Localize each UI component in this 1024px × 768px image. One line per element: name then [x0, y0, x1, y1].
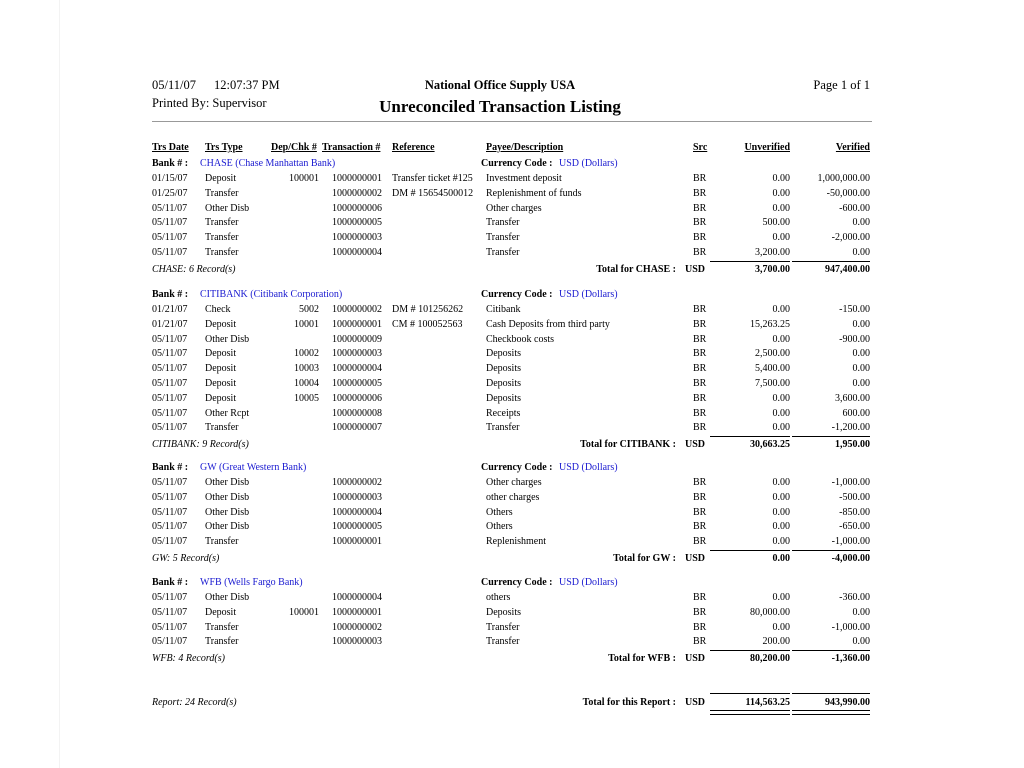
transaction-row[interactable]: [152, 592, 872, 607]
verified-amount: 1,000,000.00: [817, 173, 870, 184]
source: BR: [693, 636, 707, 648]
transaction-number: 1000000006: [332, 202, 382, 214]
source: BR: [693, 363, 707, 375]
col-payee: Payee/Description: [486, 142, 564, 153]
trs-date: 05/11/07: [152, 606, 188, 618]
bank-record-count: CHASE: 6 Record(s): [152, 263, 236, 275]
reference: Transfer ticket #125: [392, 173, 473, 184]
verified-amount: -900.00: [839, 333, 870, 345]
payee-description: Deposits: [486, 348, 521, 360]
subtotal-rule-verified: [792, 550, 870, 551]
trs-date: 05/11/07: [152, 521, 188, 533]
col-transaction: Transaction #: [322, 142, 381, 153]
trs-type: Deposit: [205, 606, 237, 618]
bank-label: Bank # :: [152, 158, 189, 169]
transaction-row[interactable]: [152, 622, 872, 637]
printed-by: Printed By: Supervisor: [152, 96, 267, 110]
payee-description: Deposits: [486, 363, 521, 375]
unverified-amount: 0.00: [772, 521, 790, 533]
currency-code[interactable]: USD (Dollars): [559, 462, 618, 473]
transaction-row[interactable]: [152, 636, 872, 651]
payee-description: Replenishment: [486, 536, 546, 548]
verified-amount: -1,000.00: [831, 536, 870, 548]
report-total-verified: 943,990.00: [825, 697, 870, 708]
trs-date: 01/15/07: [152, 173, 188, 184]
bank-total-label: Total for CITIBANK :: [580, 439, 676, 451]
bank-name[interactable]: CITIBANK (Citibank Corporation): [200, 289, 343, 300]
transaction-number: 1000000003: [332, 491, 382, 503]
trs-type: Transfer: [205, 636, 239, 648]
verified-amount: -850.00: [839, 506, 870, 518]
payee-description: Transfer: [486, 621, 520, 633]
unverified-amount: 0.00: [772, 407, 790, 419]
verified-amount: 3,600.00: [835, 392, 870, 404]
subtotal-rule-unverified: [710, 261, 790, 262]
report-title: Unreconciled Transaction Listing: [379, 97, 621, 116]
transaction-row[interactable]: [152, 378, 872, 393]
transaction-row[interactable]: [152, 521, 872, 536]
col-trs-date: Trs Date: [152, 142, 189, 153]
bank-total-currency: USD: [685, 653, 706, 665]
unverified-amount: 0.00: [772, 621, 790, 633]
trs-type: Transfer: [205, 247, 239, 258]
unverified-amount: 7,500.00: [755, 378, 790, 389]
bank-total-unverified: 30,663.25: [750, 439, 790, 451]
source: BR: [693, 422, 707, 434]
verified-amount: 0.00: [852, 378, 870, 389]
bank-total-row: [152, 439, 872, 454]
source: BR: [693, 392, 707, 404]
verified-amount: 0.00: [852, 348, 870, 360]
print-time: 12:07:37 PM: [213, 78, 280, 92]
verified-amount: -1,000.00: [831, 621, 870, 633]
trs-type: Other Disb: [205, 592, 250, 603]
trs-date: 05/11/07: [152, 477, 188, 488]
trs-date: 05/11/07: [152, 202, 188, 214]
unverified-amount: 80,000.00: [750, 606, 790, 618]
unverified-amount: 0.00: [772, 422, 790, 434]
source: BR: [693, 318, 707, 330]
transaction-number: 1000000003: [332, 232, 382, 244]
verified-amount: 0.00: [852, 636, 870, 648]
source: BR: [693, 247, 707, 258]
source: BR: [693, 348, 707, 360]
bank-total-row: [152, 264, 872, 279]
transaction-row[interactable]: [152, 492, 872, 507]
bank-record-count: CITIBANK: 9 Record(s): [152, 439, 249, 451]
unverified-amount: 500.00: [762, 217, 790, 229]
trs-date: 05/11/07: [152, 348, 188, 360]
payee-description: Transfer: [486, 217, 520, 229]
page-number: Page 1 of 1: [813, 78, 870, 92]
transaction-row[interactable]: [152, 217, 872, 232]
transaction-number: 1000000001: [332, 318, 382, 330]
transaction-number: 1000000004: [332, 592, 382, 603]
unverified-amount: 0.00: [772, 491, 790, 503]
bank-total-verified: -1,360.00: [831, 653, 870, 665]
source: BR: [693, 536, 707, 548]
payee-description: Replenishment of funds: [486, 187, 582, 199]
transaction-number: 1000000005: [332, 521, 382, 533]
verified-amount: -360.00: [839, 592, 870, 603]
trs-type: Other Disb: [205, 202, 250, 214]
dep-chk-number: 100001: [289, 173, 319, 184]
payee-description: Deposits: [486, 392, 521, 404]
transaction-number: 1000000006: [332, 392, 382, 404]
unverified-amount: 0.00: [772, 477, 790, 488]
bank-record-count: GW: 5 Record(s): [152, 553, 220, 564]
source: BR: [693, 407, 707, 419]
trs-date: 01/21/07: [152, 304, 188, 315]
trs-date: 05/11/07: [152, 217, 188, 229]
source: BR: [693, 378, 707, 389]
trs-date: 05/11/07: [152, 621, 188, 633]
trs-date: 05/11/07: [152, 363, 188, 375]
payee-description: Transfer: [486, 247, 520, 258]
payee-description: Transfer: [486, 636, 520, 648]
company-name: National Office Supply USA: [424, 78, 576, 92]
bank-label: Bank # :: [152, 577, 189, 588]
bank-total-label: Total for CHASE :: [596, 263, 676, 275]
subtotal-rule-unverified: [710, 550, 790, 551]
payee-description: Deposits: [486, 606, 521, 618]
trs-type: Transfer: [205, 422, 239, 434]
verified-amount: -650.00: [839, 521, 870, 533]
transaction-number: 1000000008: [332, 407, 382, 419]
payee-description: Others: [486, 521, 513, 533]
verified-amount: -1,200.00: [831, 422, 870, 434]
trs-date: 01/21/07: [152, 318, 188, 330]
bank-label: Bank # :: [152, 462, 189, 473]
trs-type: Deposit: [205, 363, 237, 375]
trs-type: Check: [205, 304, 231, 315]
bank-total-unverified: 3,700.00: [755, 263, 790, 275]
trs-type: Transfer: [205, 187, 239, 199]
transaction-number: 1000000002: [332, 304, 382, 315]
verified-amount: 600.00: [842, 407, 870, 419]
trs-date: 05/11/07: [152, 247, 188, 258]
trs-type: Deposit: [205, 378, 237, 389]
transaction-number: 1000000002: [332, 621, 382, 633]
trs-date: 05/11/07: [152, 392, 188, 404]
source: BR: [693, 592, 707, 603]
transaction-row[interactable]: [152, 304, 872, 319]
transaction-row[interactable]: [152, 607, 872, 622]
trs-type: Deposit: [205, 392, 237, 404]
subtotal-rule-verified: [792, 261, 870, 262]
currency-code[interactable]: USD (Dollars): [559, 289, 618, 300]
transaction-row[interactable]: [152, 408, 872, 423]
bank-total-verified: 1,950.00: [835, 439, 870, 451]
transaction-number: 1000000003: [332, 348, 382, 360]
unverified-amount: 0.00: [772, 536, 790, 548]
bank-total-verified: 947,400.00: [825, 263, 870, 275]
source: BR: [693, 232, 707, 244]
payee-description: other charges: [486, 491, 540, 503]
transaction-row[interactable]: [152, 247, 872, 262]
trs-date: 05/11/07: [152, 422, 188, 434]
trs-date: 05/11/07: [152, 378, 188, 389]
transaction-number: 1000000005: [332, 217, 382, 229]
source: BR: [693, 621, 707, 633]
unverified-amount: 15,263.25: [750, 318, 790, 330]
subtotal-rule-unverified: [710, 436, 790, 437]
unverified-amount: 0.00: [772, 592, 790, 603]
verified-amount: 0.00: [852, 217, 870, 229]
bank-total-label: Total for WFB :: [608, 653, 676, 665]
verified-amount: -150.00: [839, 304, 870, 315]
report-total-currency: USD: [685, 697, 706, 708]
subtotal-rule-verified: [792, 436, 870, 437]
trs-type: Other Disb: [205, 477, 250, 488]
transaction-number: 1000000005: [332, 378, 382, 389]
trs-type: Deposit: [205, 318, 237, 330]
trs-type: Other Disb: [205, 506, 250, 518]
transaction-number: 1000000002: [332, 187, 382, 199]
transaction-number: 1000000004: [332, 506, 382, 518]
source: BR: [693, 187, 707, 199]
transaction-number: 1000000001: [332, 536, 382, 548]
trs-type: Transfer: [205, 232, 239, 244]
unverified-amount: 200.00: [762, 636, 790, 648]
bank-label: Bank # :: [152, 289, 189, 300]
trs-type: Other Disb: [205, 491, 250, 503]
transaction-row[interactable]: [152, 232, 872, 247]
payee-description: Receipts: [486, 407, 521, 419]
bank-total-unverified: 0.00: [772, 553, 790, 564]
currency-code-label: Currency Code :: [481, 462, 553, 473]
trs-type: Deposit: [205, 173, 237, 184]
source: BR: [693, 333, 707, 345]
currency-code[interactable]: USD (Dollars): [559, 158, 618, 169]
transaction-row[interactable]: [152, 507, 872, 522]
source: BR: [693, 506, 707, 518]
bank-total-unverified: 80,200.00: [750, 653, 790, 665]
bank-header: [152, 577, 872, 592]
unverified-amount: 0.00: [772, 392, 790, 404]
report-total-rule-unverified: [710, 693, 790, 694]
trs-date: 05/11/07: [152, 232, 188, 244]
transaction-row[interactable]: [152, 363, 872, 378]
currency-code[interactable]: USD (Dollars): [559, 577, 618, 588]
trs-date: 05/11/07: [152, 536, 188, 548]
report-total-label: Total for this Report :: [582, 697, 676, 708]
bank-record-count: WFB: 4 Record(s): [152, 653, 225, 665]
trs-date: 01/25/07: [152, 187, 188, 199]
transaction-row[interactable]: [152, 393, 872, 408]
header-divider: [152, 121, 872, 122]
currency-code-label: Currency Code :: [481, 289, 553, 300]
trs-date: 05/11/07: [152, 407, 188, 419]
report-double-rule-unverified: [710, 710, 790, 715]
payee-description: Other charges: [486, 477, 542, 488]
verified-amount: 0.00: [852, 318, 870, 330]
unverified-amount: 0.00: [772, 187, 790, 199]
bank-header: [152, 462, 872, 477]
reference: DM # 15654500012: [392, 187, 474, 199]
transaction-number: 1000000003: [332, 636, 382, 648]
col-verified: Verified: [835, 142, 870, 153]
payee-description: Cash Deposits from third party: [486, 318, 610, 330]
bank-name[interactable]: GW (Great Western Bank): [200, 462, 307, 473]
source: BR: [693, 477, 707, 488]
currency-code-label: Currency Code :: [481, 158, 553, 169]
transaction-number: 1000000001: [332, 173, 382, 184]
transaction-number: 1000000001: [332, 606, 382, 618]
trs-type: Deposit: [205, 348, 237, 360]
dep-chk-number: 100001: [289, 606, 319, 618]
report-total-rule-verified: [792, 693, 870, 694]
dep-chk-number: 10003: [294, 363, 319, 375]
verified-amount: 0.00: [852, 363, 870, 375]
transaction-row[interactable]: [152, 173, 872, 188]
bank-total-verified: -4,000.00: [831, 553, 870, 564]
payee-description: Others: [486, 506, 513, 518]
transaction-row[interactable]: [152, 477, 872, 492]
unverified-amount: 0.00: [772, 232, 790, 244]
bank-total-label: Total for GW :: [613, 553, 676, 564]
verified-amount: -50,000.00: [826, 187, 870, 199]
bank-name[interactable]: WFB (Wells Fargo Bank): [200, 577, 303, 588]
col-trs-type: Trs Type: [205, 142, 243, 153]
bank-header: [152, 289, 872, 304]
source: BR: [693, 173, 707, 184]
currency-code-label: Currency Code :: [481, 577, 553, 588]
transaction-number: 1000000004: [332, 247, 382, 258]
unverified-amount: 0.00: [772, 202, 790, 214]
transaction-row[interactable]: [152, 348, 872, 363]
unverified-amount: 0.00: [772, 506, 790, 518]
verified-amount: -500.00: [839, 491, 870, 503]
payee-description: Other charges: [486, 202, 542, 214]
transaction-number: 1000000002: [332, 477, 382, 488]
col-src: Src: [693, 142, 708, 153]
source: BR: [693, 606, 707, 618]
unverified-amount: 0.00: [772, 173, 790, 184]
transaction-number: 1000000007: [332, 422, 382, 434]
transaction-number: 1000000004: [332, 363, 382, 375]
payee-description: Investment deposit: [486, 173, 562, 184]
trs-type: Other Disb: [205, 333, 250, 345]
unverified-amount: 3,200.00: [755, 247, 790, 258]
verified-amount: 0.00: [852, 606, 870, 618]
trs-date: 05/11/07: [152, 592, 188, 603]
report-total-unverified: 114,563.25: [745, 697, 790, 708]
source: BR: [693, 304, 707, 315]
payee-description: Deposits: [486, 378, 521, 389]
dep-chk-number: 10002: [294, 348, 319, 360]
trs-type: Transfer: [205, 217, 239, 229]
dep-chk-number: 10004: [294, 378, 319, 389]
trs-type: Other Rcpt: [205, 407, 250, 419]
trs-type: Transfer: [205, 536, 239, 548]
print-date: 05/11/07: [152, 78, 196, 92]
transaction-row[interactable]: [152, 319, 872, 334]
column-headers: [152, 142, 872, 157]
dep-chk-number: 10005: [294, 392, 319, 404]
dep-chk-number: 10001: [294, 318, 319, 330]
verified-amount: -1,000.00: [831, 477, 870, 488]
transaction-row[interactable]: [152, 536, 872, 551]
trs-date: 05/11/07: [152, 636, 188, 648]
payee-description: Transfer: [486, 232, 520, 244]
subtotal-rule-verified: [792, 650, 870, 651]
unverified-amount: 2,500.00: [755, 348, 790, 360]
source: BR: [693, 521, 707, 533]
page-edge: [59, 0, 60, 768]
col-reference: Reference: [392, 142, 435, 153]
verified-amount: -600.00: [839, 202, 870, 214]
transaction-row[interactable]: [152, 188, 872, 203]
payee-description: Transfer: [486, 422, 520, 434]
bank-name[interactable]: CHASE (Chase Manhattan Bank): [200, 158, 336, 169]
trs-date: 05/11/07: [152, 333, 188, 345]
unverified-amount: 0.00: [772, 333, 790, 345]
bank-total-currency: USD: [685, 439, 706, 451]
payee-description: Checkbook costs: [486, 333, 555, 345]
trs-date: 05/11/07: [152, 491, 188, 503]
col-unverified: Unverified: [744, 142, 790, 153]
transaction-number: 1000000009: [332, 333, 382, 345]
bank-total-currency: USD: [685, 263, 706, 275]
report-double-rule-verified: [792, 710, 870, 715]
unverified-amount: 5,400.00: [755, 363, 790, 375]
reference: DM # 101256262: [392, 304, 464, 315]
report-record-count: Report: 24 Record(s): [152, 697, 237, 708]
bank-header: [152, 158, 872, 173]
bank-total-currency: USD: [685, 553, 706, 564]
unverified-amount: 0.00: [772, 304, 790, 315]
reference: CM # 100052563: [392, 318, 463, 330]
trs-date: 05/11/07: [152, 506, 188, 518]
transaction-row[interactable]: [152, 422, 872, 437]
transaction-row[interactable]: [152, 334, 872, 349]
source: BR: [693, 491, 707, 503]
bank-total-row: [152, 653, 872, 668]
source: BR: [693, 217, 707, 229]
trs-type: Transfer: [205, 621, 239, 633]
payee-description: others: [486, 592, 511, 603]
col-dep-chk: Dep/Chk #: [271, 142, 317, 153]
bank-total-row: [152, 553, 872, 568]
verified-amount: 0.00: [852, 247, 870, 258]
subtotal-rule-unverified: [710, 650, 790, 651]
payee-description: Citibank: [486, 304, 521, 315]
verified-amount: -2,000.00: [831, 232, 870, 244]
trs-type: Other Disb: [205, 521, 250, 533]
source: BR: [693, 202, 707, 214]
dep-chk-number: 5002: [299, 304, 319, 315]
transaction-row[interactable]: [152, 203, 872, 218]
